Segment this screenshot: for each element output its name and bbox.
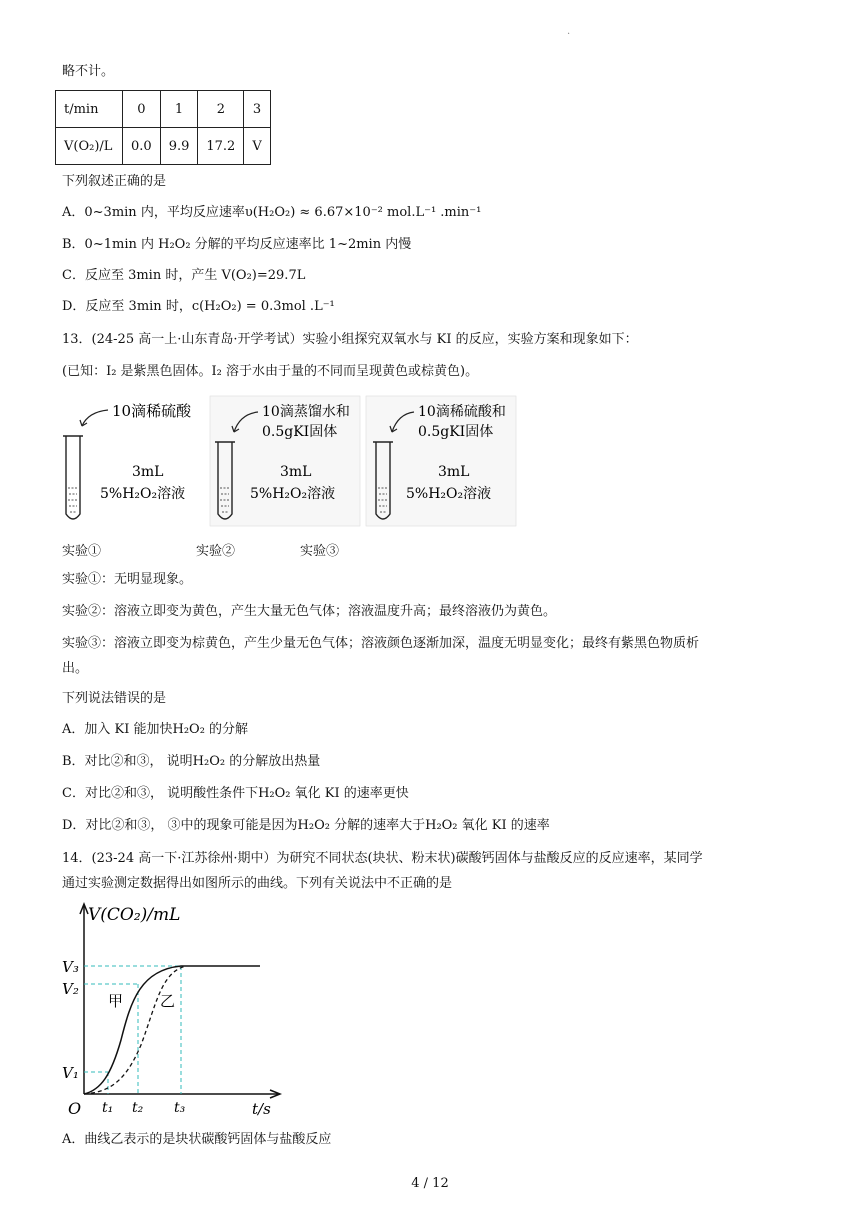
tube3-label-2: 0.5gKI固体 — [418, 424, 494, 440]
tube3-label-1: 10滴稀硫酸和 — [418, 404, 506, 420]
caption-exp-3: 实验③ — [300, 544, 340, 559]
table-row — [56, 91, 271, 128]
table-cell: 0 — [123, 91, 161, 128]
y-axis-label: V(CO₂)/mL — [88, 905, 181, 925]
caption-exp-1: 实验① — [62, 544, 102, 559]
table-cell: V(O₂)/L — [56, 128, 123, 165]
exp-3-result-line1: 实验③：溶液立即变为棕黄色，产生少量无色气体；溶液颜色逐渐加深，温度无明显变化；最终有紫黑色物质析 — [62, 636, 700, 651]
table-cell: 3 — [244, 91, 270, 128]
tube1-solution: 5%H₂O₂溶液 — [100, 486, 186, 502]
curve-jia-label: 甲 — [108, 992, 124, 1010]
q13-prompt: 下列说法错误的是 — [62, 691, 167, 706]
co2-volume-graph — [56, 900, 296, 1120]
header-dot: . — [567, 26, 571, 37]
data-table — [55, 90, 271, 165]
exp-1-result: 实验①：无明显现象。 — [62, 572, 193, 587]
tube1-volume: 3mL — [132, 464, 164, 480]
test-tube-figure — [58, 392, 518, 532]
page-number: 4 / 12 — [411, 1176, 449, 1191]
tube3-volume: 3mL — [438, 464, 470, 480]
tube2-label-1: 10滴蒸馏水和 — [262, 404, 350, 420]
exp-2-result: 实验②：溶液立即变为黄色，产生大量无色气体；溶液温度升高；最终溶液仍为黄色。 — [62, 604, 557, 619]
curve-jia — [84, 966, 260, 1094]
q12-option-a: A．0~3min 内，平均反应速率υ(H₂O₂) ≈ 6.67×10⁻² mol.L⁻¹ .min⁻¹ — [62, 205, 482, 220]
exp-3-result-line2: 出。 — [62, 661, 89, 676]
t2-label: t₂ — [132, 1100, 144, 1116]
tube2-label-2: 0.5gKI固体 — [262, 424, 338, 440]
table-cell: 2 — [198, 91, 244, 128]
curve-yi — [84, 966, 186, 1094]
table-cell: 0.0 — [123, 128, 161, 165]
q14-stem-line1: 14．(23-24 高一下·江苏徐州·期中）为研究不同状态(块状、粉末状)碳酸钙固体与盐酸反应的反应速率，某同学 — [62, 851, 703, 866]
intro-tail: 略不计。 — [62, 64, 115, 79]
t3-label: t₃ — [174, 1100, 186, 1116]
q13-known: (已知：I₂ 是紫黑色固体。I₂ 溶于水由于量的不同而呈现黄色或棕黄色)。 — [62, 364, 479, 379]
v2-label: V₂ — [62, 980, 79, 998]
x-axis-label: t/s — [252, 1100, 271, 1118]
q13-option-b: B．对比②和③， 说明H₂O₂ 的分解放出热量 — [62, 754, 321, 769]
tube2-solution: 5%H₂O₂溶液 — [250, 486, 336, 502]
test-tube-1 — [63, 410, 108, 519]
table-row — [56, 128, 271, 165]
curve-yi-label: 乙 — [160, 992, 176, 1010]
q12-option-b: B．0~1min 内 H₂O₂ 分解的平均反应速率比 1~2min 内慢 — [62, 237, 412, 252]
caption-exp-2: 实验② — [196, 544, 236, 559]
origin-label: O — [68, 1099, 82, 1118]
v1-label: V₁ — [62, 1064, 79, 1082]
q14-option-a: A．曲线乙表示的是块状碳酸钙固体与盐酸反应 — [62, 1132, 332, 1147]
v3-label: V₃ — [62, 958, 79, 976]
q13-option-d: D．对比②和③， ③中的现象可能是因为H₂O₂ 分解的速率大于H₂O₂ 氧化 KI 的速率 — [62, 818, 550, 833]
t1-label: t₁ — [102, 1100, 114, 1116]
table-cell: V — [244, 128, 270, 165]
q13-stem: 13．(24-25 高一上·山东青岛·开学考试）实验小组探究双氧水与 KI 的反应，实验方案和现象如下： — [62, 332, 638, 347]
q12-option-d: D．反应至 3min 时，c(H₂O₂) = 0.3mol .L⁻¹ — [62, 299, 335, 314]
table-cell: 17.2 — [198, 128, 244, 165]
q12-option-c: C．反应至 3min 时，产生 V(O₂)=29.7L — [62, 268, 306, 283]
tube3-solution: 5%H₂O₂溶液 — [406, 486, 492, 502]
table-cell: 9.9 — [160, 128, 198, 165]
tube1-label: 10滴稀硫酸 — [112, 402, 192, 420]
table-cell: t/min — [56, 91, 123, 128]
q12-prompt: 下列叙述正确的是 — [62, 174, 167, 189]
q13-option-c: C．对比②和③， 说明酸性条件下H₂O₂ 氧化 KI 的速率更快 — [62, 786, 409, 801]
tube2-volume: 3mL — [280, 464, 312, 480]
q14-stem-line2: 通过实验测定数据得出如图所示的曲线。下列有关说法中不正确的是 — [62, 876, 453, 891]
table-cell: 1 — [160, 91, 198, 128]
q13-option-a: A．加入 KI 能加快H₂O₂ 的分解 — [62, 722, 249, 737]
